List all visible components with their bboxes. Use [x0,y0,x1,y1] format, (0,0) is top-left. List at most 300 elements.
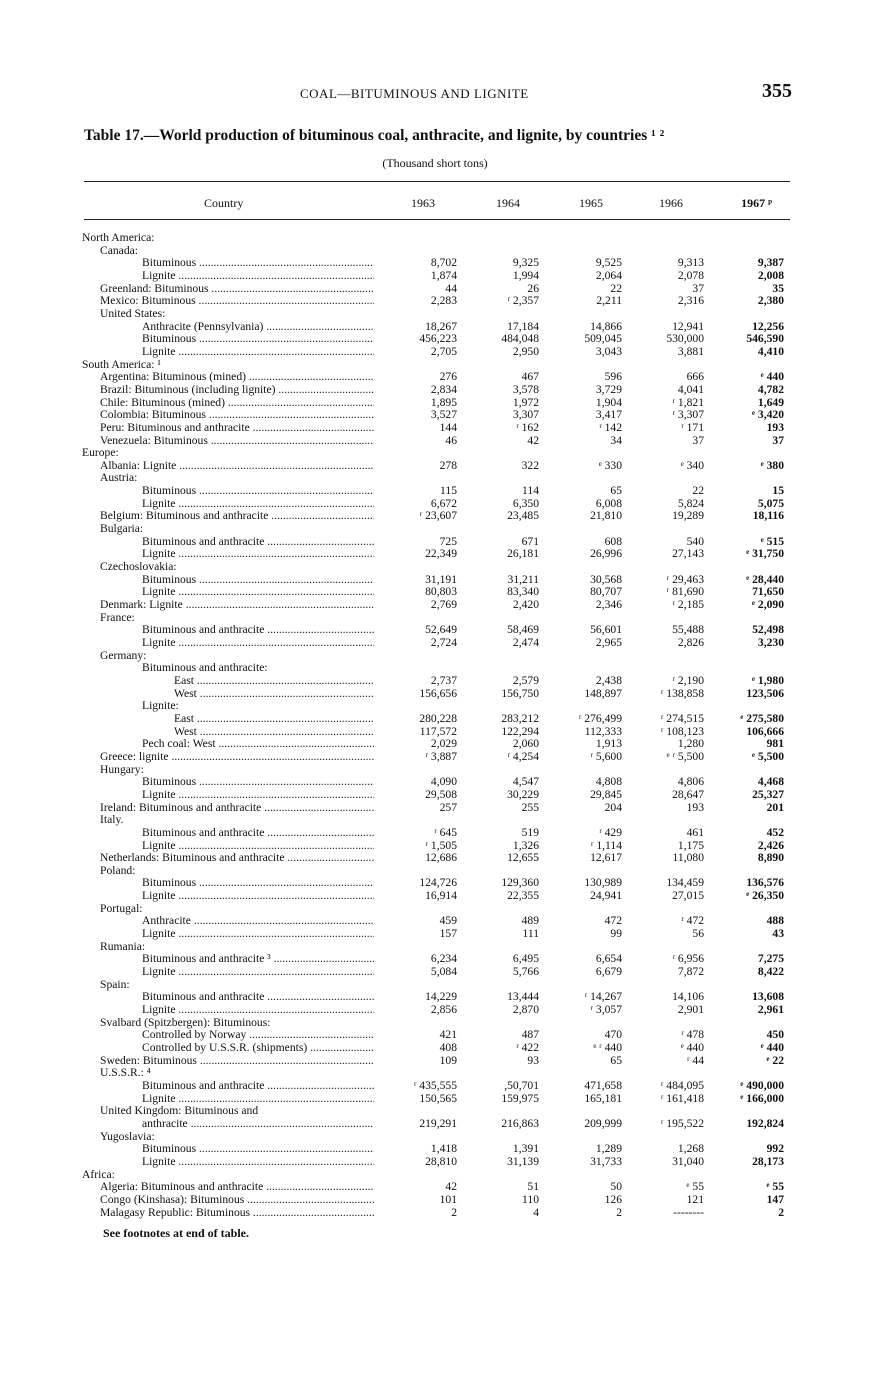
cell-1965: 165,181 [584,1091,622,1105]
row-label: Malagasy Republic: Bituminous ..... [100,1207,374,1220]
cell-1967: 981 [766,737,784,751]
cell-1965: 596 [604,370,622,384]
row-label: Brazil: Bituminous (including lignite) ..... [100,384,374,397]
cell-1967: 992 [766,1142,784,1156]
cell-1967: 71,650 [752,585,784,599]
table-row [82,548,794,561]
cell-1967: 2,961 [757,1003,784,1017]
cell-1967: 5,075 [757,496,784,510]
cell-1965: 29,845 [590,787,622,801]
table-row [82,852,794,865]
cell-1967: 201 [766,800,784,814]
row-label: Bituminous and anthracite ..... [142,624,374,637]
row-label: Italy. [100,814,124,827]
cell-1965: 34 [610,433,622,447]
cell-1967: 15 [772,484,784,498]
cell-1963: 408 [439,1041,457,1054]
cell-1967: ᵉ 55 [766,1180,784,1194]
cell-1967: 25,327 [752,787,784,801]
cell-1967: 488 [766,914,784,928]
running-head: COAL—BITUMINOUS AND LIGNITE [300,86,529,101]
cell-1967: ᵉ 490,000 [740,1078,784,1092]
table-row [82,789,794,802]
cell-1964: 671 [521,534,539,548]
footnote-reference: See footnotes at end of table. [103,1226,249,1240]
row-label: Greenland: Bituminous ..... [100,283,374,296]
cell-1965: 6,679 [595,965,622,979]
cell-1967: ᵉ 515 [760,534,784,548]
cell-1965: 12,617 [590,851,622,865]
row-label: France: [100,611,135,624]
cell-1964: 4 [533,1205,539,1219]
cell-1966: 27,015 [672,889,704,903]
table-row [82,447,794,460]
row-label: Netherlands: Bituminous and anthracite ..... [100,852,374,865]
cell-1967: 2,426 [757,838,784,852]
row-label: Africa: [82,1168,115,1181]
cell-1966: 37 [692,433,704,447]
row-label: anthracite ..... [142,1118,374,1131]
table-row [82,599,794,612]
cell-1964: ʳ 2,357 [507,294,539,308]
cell-1964: 42 [527,433,539,447]
cell-1964: 83,340 [507,585,539,599]
table-row [82,333,794,346]
cell-1964: 2,420 [512,598,539,612]
cell-1966: ʳ 138,858 [660,686,704,700]
cell-1964: 322 [521,458,539,472]
row-label: Lignite ..... [142,1156,374,1169]
table-row [82,422,794,435]
cell-1967: 8,422 [757,965,784,979]
cell-1965: ʳ 5,600 [590,749,622,763]
cell-1966: 4,806 [677,775,704,789]
row-label: Pech coal: West ..... [142,738,374,751]
cell-1964: 114 [522,484,539,498]
cell-1967: ᵉ 28,440 [746,572,784,586]
cell-1966: ʳ 81,690 [666,585,704,599]
row-label: Bituminous and anthracite ..... [142,991,374,1004]
row-label: Poland: [100,864,136,877]
cell-1966: ʳ 161,418 [660,1091,704,1105]
cell-1965: 1,904 [595,395,622,409]
cell-1966: 193 [686,800,704,814]
table-row [82,1042,794,1055]
row-label: Colombia: Bituminous ..... [100,409,374,422]
row-label: U.S.S.R.: ⁴ [100,1067,151,1080]
cell-1965: 99 [610,927,622,941]
row-label: Bituminous ..... [142,1143,374,1156]
table-row [82,1181,794,1194]
row-label: Bituminous and anthracite: [142,662,268,675]
cell-1967: 193 [766,420,784,434]
cell-1965: 209,999 [584,1116,622,1130]
cell-1967: ᵉ 275,580 [740,711,784,725]
cell-1965: 470 [604,1028,622,1042]
cell-1965: ᵉ 330 [598,458,622,472]
table-row [82,460,794,473]
table-row [82,232,794,245]
cell-1965: 24,941 [590,889,622,903]
cell-1964: 4,547 [512,775,539,789]
cell-1964: 13,444 [507,990,539,1004]
row-label: Anthracite (Pennsylvania) ..... [142,321,374,334]
cell-1964: ʳ 422 [516,1041,539,1054]
cell-1963: 115 [440,484,457,498]
cell-1966: ʳ 6,956 [672,952,704,966]
cell-1966: ʳ 478 [681,1028,704,1042]
cell-1964: ,50,701 [504,1078,539,1092]
cell-1965: ʳ 14,267 [584,990,622,1004]
cell-1967: 18,116 [752,509,784,523]
cell-1966: 1,268 [677,1142,704,1156]
cell-1965: 3,043 [595,344,622,358]
cell-1963: 117,572 [419,724,457,738]
cell-1966: ʳ 195,522 [660,1116,704,1130]
cell-1967: 2 [778,1205,784,1219]
cell-1965: 112,333 [584,724,622,738]
cell-1963: 459 [439,914,457,928]
cell-1963: 6,234 [430,952,457,966]
cell-1967: ᵉ 5,500 [752,749,784,763]
cell-1967: 192,824 [746,1116,784,1130]
cell-1964: 9,325 [512,256,539,270]
table-row [82,346,794,359]
cell-1965: 3,729 [595,382,622,396]
table-row [82,523,794,536]
cell-1963: 2,724 [430,636,457,649]
cell-1963: 1,895 [430,395,457,409]
table-row [82,409,794,422]
cell-1965: 6,654 [595,952,622,966]
cell-1963: 44 [445,281,457,295]
cell-1964: 1,994 [512,268,539,282]
cell-1967: 1,649 [757,395,784,409]
table-row [82,751,794,764]
cell-1964: 26 [527,281,539,295]
cell-1966: 540 [686,534,704,548]
column-header-country: Country [204,196,244,210]
row-label: West ..... [174,726,374,739]
cell-1967: ᵉ 440 [760,370,784,384]
cell-1965: 2,211 [596,294,622,308]
cell-1967: 3,230 [757,636,784,649]
cell-1966: 27,143 [672,547,704,561]
cell-1966: ᵉ 55 [686,1180,704,1194]
row-label: Bituminous and anthracite ³ ..... [142,953,374,966]
cell-1967: 106,666 [746,724,784,738]
table-row [82,270,794,283]
table-row [82,915,794,928]
row-label: United Kingdom: Bituminous and [100,1105,259,1118]
cell-1964: 3,578 [512,382,539,396]
cell-1966: 55,488 [672,623,704,637]
row-label: Spain: [100,978,130,991]
cell-1963: 124,726 [419,876,457,890]
cell-1966: 19,289 [672,509,704,523]
cell-1963: 725 [439,534,457,548]
cell-1964: 12,655 [507,851,539,865]
cell-1963: 29,508 [425,787,457,801]
row-label: Mexico: Bituminous ..... [100,295,374,308]
cell-1964: 1,326 [512,838,539,852]
cell-1967: 28,173 [752,1154,784,1168]
table-row [82,776,794,789]
row-label: Controlled by Norway ..... [142,1029,374,1042]
cell-1967: 4,468 [757,775,784,789]
row-label: Venezuela: Bituminous ..... [100,435,374,448]
cell-1967: ᵉ 3,420 [752,408,784,422]
cell-1964: 2,579 [512,673,539,687]
row-label: Portugal: [100,902,143,915]
cell-1963: 278 [439,458,457,472]
cell-1966: 530,000 [666,332,704,346]
cell-1967: ᵉ 380 [760,458,784,472]
cell-1964: 129,360 [501,876,539,890]
cell-1966: 9,313 [677,256,704,270]
row-label: Canada: [100,244,138,257]
row-label: East ..... [174,713,374,726]
row-label: Hungary: [100,763,144,776]
cell-1963: 421 [439,1028,457,1042]
cell-1966: 3,881 [677,344,704,358]
cell-1964: ʳ 4,254 [507,749,539,763]
cell-1963: 2,769 [430,598,457,612]
cell-1964: 2,870 [512,1003,539,1017]
row-label: East ..... [174,675,374,688]
cell-1965: 65 [610,1053,622,1067]
row-label: Europe: [82,447,119,460]
cell-1967: ᵉ 440 [760,1041,784,1054]
table-row [82,561,794,574]
cell-1966: 1,175 [677,838,704,852]
cell-1965: 26,996 [590,547,622,561]
row-label: Chile: Bituminous (mined) ..... [100,397,374,410]
row-label: Svalbard (Spitzbergen): Bituminous: [100,1016,271,1029]
header-rule [84,219,790,220]
cell-1964: 30,229 [507,787,539,801]
cell-1964: 467 [521,370,539,384]
cell-1964: 122,294 [501,724,539,738]
cell-1965: 22 [610,281,622,295]
cell-1967: 450 [766,1028,784,1042]
cell-1967: 123,506 [746,686,784,700]
cell-1966: 37 [692,281,704,295]
table-row [82,1207,794,1220]
cell-1967: 2,380 [757,294,784,308]
table-row [82,890,794,903]
cell-1966: ʳ 274,515 [660,711,704,725]
cell-1964: 2,950 [512,344,539,358]
row-label: Bituminous ..... [142,877,374,890]
cell-1966: ʳ 171 [681,420,704,434]
cell-1964: 31,139 [507,1154,539,1168]
cell-1965: 3,417 [595,408,622,422]
cell-1967: 136,576 [746,876,784,890]
cell-1967: 452 [766,825,784,839]
cell-1964: 2,060 [512,737,539,751]
cell-1963: 42 [445,1180,457,1194]
cell-1966: ʳ 472 [681,914,704,928]
cell-1965: 31,733 [590,1154,622,1168]
table-row [82,308,794,321]
table-row [82,650,794,663]
row-label: Lignite ..... [142,346,374,359]
table-row [82,510,794,523]
cell-1964: 6,495 [512,952,539,966]
cell-1964: 17,184 [507,319,539,333]
cell-1963: 4,090 [430,775,457,789]
cell-1966: ʳ 44 [686,1053,704,1067]
cell-1967: 43 [772,927,784,941]
table-row [82,1004,794,1017]
cell-1967: ᵉ 26,350 [746,889,784,903]
cell-1963: 28,810 [425,1154,457,1168]
cell-1964: ʳ 162 [516,420,539,434]
cell-1963: 5,084 [430,965,457,979]
table-row [82,1143,794,1156]
cell-1967: 9,387 [757,256,784,270]
table-row [82,1118,794,1131]
cell-1964: 216,863 [501,1116,539,1130]
row-label: West ..... [174,688,374,701]
top-rule [84,181,790,182]
cell-1966: 2,901 [677,1003,704,1017]
cell-1964: 2,474 [512,636,539,649]
cell-1963: ʳ 645 [434,825,457,839]
cell-1963: ʳ 23,607 [419,509,457,523]
row-label: Lignite ..... [142,1093,374,1106]
row-label: Bituminous and anthracite ..... [142,1080,374,1093]
row-label: Lignite ..... [142,840,374,853]
row-label: Denmark: Lignite ..... [100,599,374,612]
cell-1963: 157 [439,927,457,941]
row-label: United States: [100,307,166,320]
cell-1967: 4,410 [757,344,784,358]
cell-1964: 1,972 [512,395,539,409]
cell-1967: ᵉ 22 [766,1053,784,1067]
row-label: Ireland: Bituminous and anthracite ..... [100,802,374,815]
column-header-1963: 1963 [411,196,435,210]
cell-1965: 130,989 [584,876,622,890]
row-label: Greece: lignite ..... [100,751,374,764]
table-row [82,485,794,498]
cell-1963: 219,291 [419,1116,457,1130]
cell-1964: 487 [521,1028,539,1042]
cell-1965: ʳ 1,114 [590,838,622,852]
cell-1965: 2,438 [595,673,622,687]
cell-1966: 22 [692,484,704,498]
cell-1963: 2,834 [430,382,457,396]
cell-1963: 257 [439,800,457,814]
row-label: Lignite ..... [142,548,374,561]
cell-1965: 471,658 [584,1078,622,1092]
page-number: 355 [762,80,792,102]
cell-1967: ᵉ 1,980 [752,673,784,687]
table-row [82,384,794,397]
table-row [82,637,794,650]
column-header-1966: 1966 [659,196,683,210]
cell-1963: ʳ 1,505 [425,838,457,852]
table-row [82,827,794,840]
row-label: Germany: [100,649,147,662]
cell-1963: 456,223 [419,332,457,346]
cell-1966: ᵉ 340 [680,458,704,472]
cell-1963: ʳ 435,555 [413,1078,457,1092]
row-label: Lignite ..... [142,966,374,979]
row-label: Argentina: Bituminous (mined) ..... [100,371,374,384]
cell-1966: 31,040 [672,1154,704,1168]
row-label: Lignite ..... [142,270,374,283]
cell-1965: ʳ 276,499 [578,711,622,725]
cell-1965: 2,064 [595,268,622,282]
cell-1965: 1,289 [595,1142,622,1156]
cell-1966: 14,106 [672,990,704,1004]
row-label: Algeria: Bituminous and anthracite ..... [100,1181,374,1194]
cell-1967: 4,782 [757,382,784,396]
cell-1963: 2,737 [430,673,457,687]
row-label: Bituminous ..... [142,257,374,270]
cell-1965: ʳ 429 [599,825,622,839]
cell-1966: 1,280 [677,737,704,751]
cell-1963: 1,418 [430,1142,457,1156]
row-label: Sweden: Bituminous ..... [100,1055,374,1068]
row-label: Lignite ..... [142,890,374,903]
cell-1966: 4,041 [677,382,704,396]
cell-1966: 121 [686,1192,704,1206]
table-title: Table 17.—World production of bituminous coal, anthracite, and lignite, by countries ¹ ² [84,127,665,144]
table-row [82,814,794,827]
row-label: Yugoslavia: [100,1130,155,1143]
cell-1963: 150,565 [419,1091,457,1105]
cell-1967: 2,008 [757,268,784,282]
cell-1965: 126 [604,1192,622,1206]
cell-1966: 2,316 [677,294,704,308]
cell-1964: 5,766 [512,965,539,979]
row-label: Congo (Kinshasa): Bituminous ..... [100,1194,374,1207]
cell-1965: 204 [604,800,622,814]
table-row [82,472,794,485]
cell-1966: 2,078 [677,268,704,282]
cell-1967: 7,275 [757,952,784,966]
row-label: Austria: [100,472,138,485]
row-label: North America: [82,232,155,244]
table-subtitle: (Thousand short tons) [382,156,488,170]
cell-1965: 56,601 [590,623,622,637]
cell-1965: 14,866 [590,319,622,333]
cell-1963: 156,656 [419,686,457,700]
cell-1965: 30,568 [590,572,622,586]
cell-1966: ᵉ ʳ 5,500 [666,749,704,763]
cell-1964: 156,750 [501,686,539,700]
column-header-1967: 1967 ᵖ [741,196,772,210]
table-row [82,713,794,726]
table-row [82,928,794,941]
cell-1967: 37 [772,433,784,447]
cell-1963: 109 [439,1053,457,1067]
table-row [82,675,794,688]
table-row [82,688,794,701]
table-row [82,371,794,384]
cell-1965: 472 [604,914,622,928]
cell-1965: ᵉ ʳ 440 [593,1041,622,1054]
cell-1965: 50 [610,1180,622,1194]
column-header-1964: 1964 [496,196,520,210]
cell-1967: 12,256 [752,319,784,333]
cell-1965: 608 [604,534,622,548]
cell-1966: 7,872 [677,965,704,979]
row-label: Bituminous ..... [142,574,374,587]
